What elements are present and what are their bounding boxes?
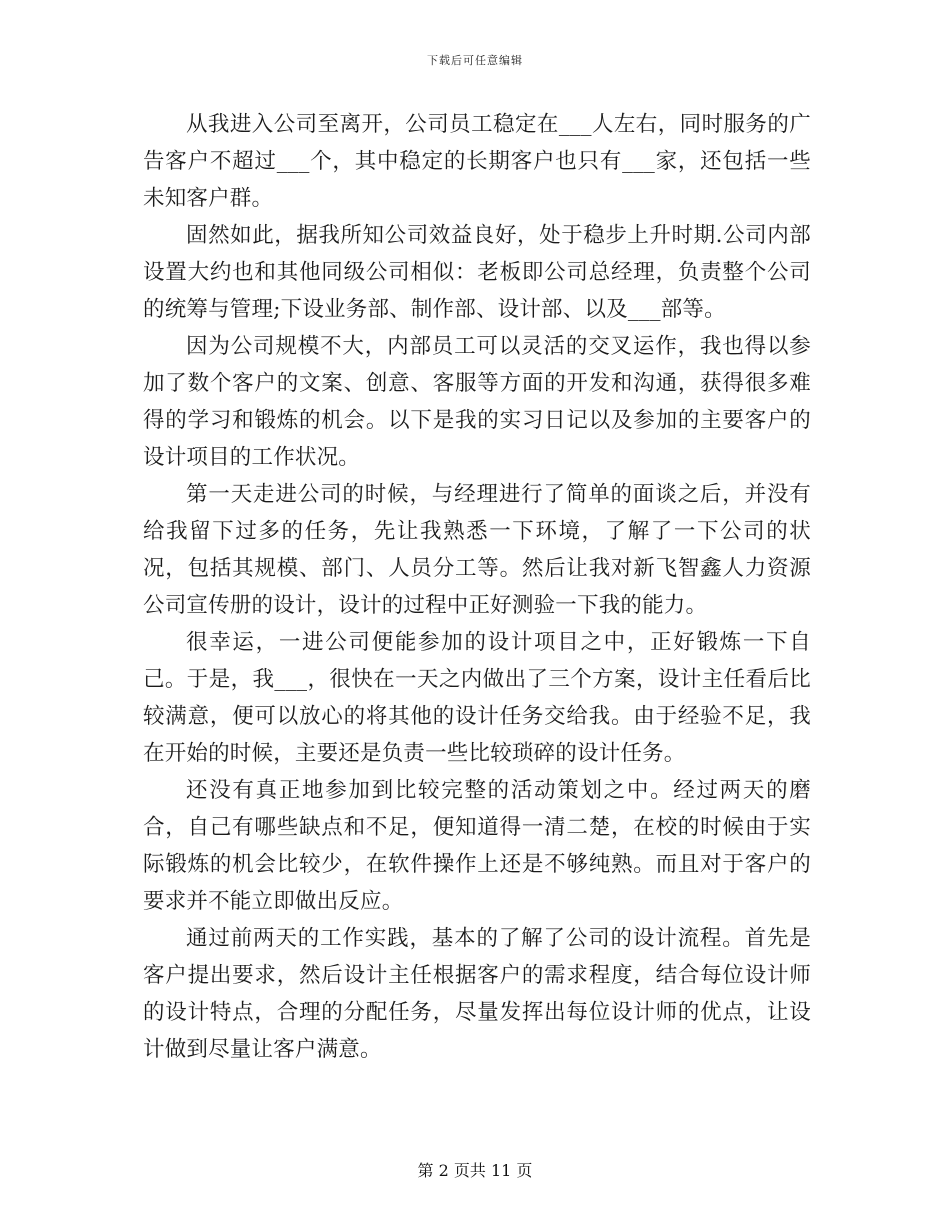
document-body — [143, 106, 811, 1068]
paragraph-5: 很幸运，一进公司便能参加的设计项目之中，正好锻炼一下自己。于是，我___，很快在一天之内做出了三个方案，设计主任看后比较满意，便可以放心的将其他的设计任务交给我。由于经验不足，我在开始的时候，主要还是负责一些比较琐碎的设计任务。 — [143, 630, 811, 766]
paragraph-7: 通过前两天的工作实践，基本的了解了公司的设计流程。首先是客户提出要求，然后设计主任根据客户的需求程度，结合每位设计师的设计特点，合理的分配任务，尽量发挥出每位设计师的优点，让设计做到尽量让客户满意。 — [143, 926, 811, 1062]
paragraph-6: 还没有真正地参加到比较完整的活动策划之中。经过两天的磨合，自己有哪些缺点和不足，便知道得一清二楚，在校的时候由于实际锻炼的机会比较少，在软件操作上还是不够纯熟。而且对于客户的要求并不能立即做出反应。 — [143, 778, 811, 914]
paragraph-4: 第一天走进公司的时候，与经理进行了简单的面谈之后，并没有给我留下过多的任务，先让我熟悉一下环境，了解了一下公司的状况，包括其规模、部门、人员分工等。然后让我对新飞智鑫人力资源公司宣传册的设计，设计的过程中正好测验一下我的能力。 — [143, 482, 811, 618]
paragraph-2: 固然如此，据我所知公司效益良好，处于稳步上升时期.公司内部设置大约也和其他同级公司相似：老板即公司总经理，负责整个公司的统筹与管理;下设业务部、制作部、设计部、以及___部等。 — [143, 223, 811, 322]
page-header: 下载后可任意编辑 — [427, 54, 523, 67]
paragraph-1: 从我进入公司至离开，公司员工稳定在___人左右，同时服务的广告客户不超过___个，其中稳定的长期客户也只有___家，还包括一些未知客户群。 — [143, 112, 811, 211]
paragraph-3: 因为公司规模不大，内部员工可以灵活的交叉运作，我也得以参加了数个客户的文案、创意、客服等方面的开发和沟通，获得很多难得的学习和锻炼的机会。以下是我的实习日记以及参加的主要客户的设计项目的工作状况。 — [143, 334, 811, 470]
page-number-footer: 第 2 页共 11 页 — [417, 1161, 533, 1180]
